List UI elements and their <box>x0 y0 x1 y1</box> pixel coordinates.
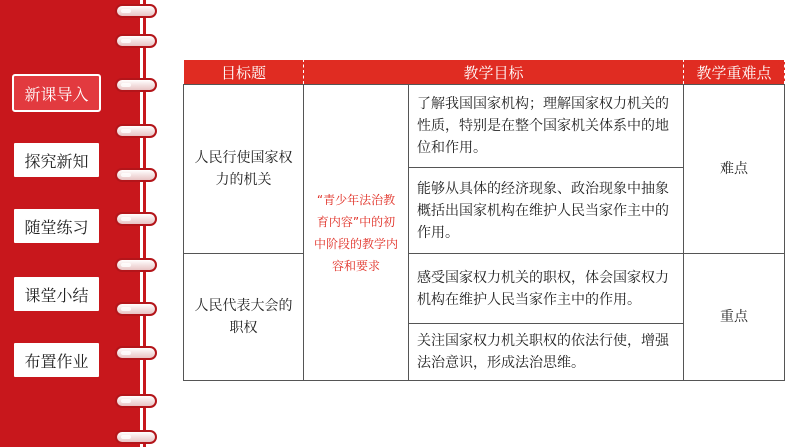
note-cell: “青少年法治教育内容”中的初中阶段的教学内容和要求 <box>304 85 409 381</box>
binder-ring <box>115 394 157 408</box>
table-row <box>184 85 785 168</box>
binder-ring <box>115 430 157 444</box>
binder-ring <box>115 34 157 48</box>
header-topic: 目标题 <box>184 60 304 85</box>
binder-ring <box>115 4 157 18</box>
header-level: 教学重难点 <box>684 60 785 85</box>
goal-cell: 关注国家权力机关职权的依法行使，增强法治意识，形成法治思维。 <box>409 324 684 381</box>
goal-cell: 感受国家权力机关的职权，体会国家权力机构在维护人民当家作主中的作用。 <box>409 254 684 324</box>
level-cell: 重点 <box>684 254 785 381</box>
table-header-row <box>184 60 785 85</box>
topic-cell: 人民代表大会的职权 <box>184 254 304 381</box>
topic-cell: 人民行使国家权力的机关 <box>184 85 304 254</box>
level-cell: 难点 <box>684 85 785 254</box>
binder-ring <box>115 302 157 316</box>
teaching-goals-table <box>183 59 785 381</box>
binder-ring <box>115 258 157 272</box>
nav-homework-button[interactable]: 布置作业 <box>12 341 101 379</box>
nav-summary-button[interactable]: 课堂小结 <box>12 275 101 313</box>
table-row <box>184 254 785 324</box>
nav-new-lesson-button[interactable]: 新课导入 <box>12 74 101 112</box>
nav-practice-button[interactable]: 随堂练习 <box>12 207 101 245</box>
binder-ring <box>115 124 157 138</box>
header-goals: 教学目标 <box>304 60 684 85</box>
binder-ring <box>115 346 157 360</box>
goal-cell: 了解我国国家机构；理解国家权力机关的性质，特别是在整个国家机关体系中的地位和作用。 <box>409 85 684 168</box>
nav-explore-button[interactable]: 探究新知 <box>12 141 101 179</box>
binder-ring <box>115 78 157 92</box>
binder-ring <box>115 168 157 182</box>
goal-cell: 能够从具体的经济现象、政治现象中抽象概括出国家机构在维护人民当家作主中的作用。 <box>409 168 684 254</box>
binder-ring <box>115 212 157 226</box>
